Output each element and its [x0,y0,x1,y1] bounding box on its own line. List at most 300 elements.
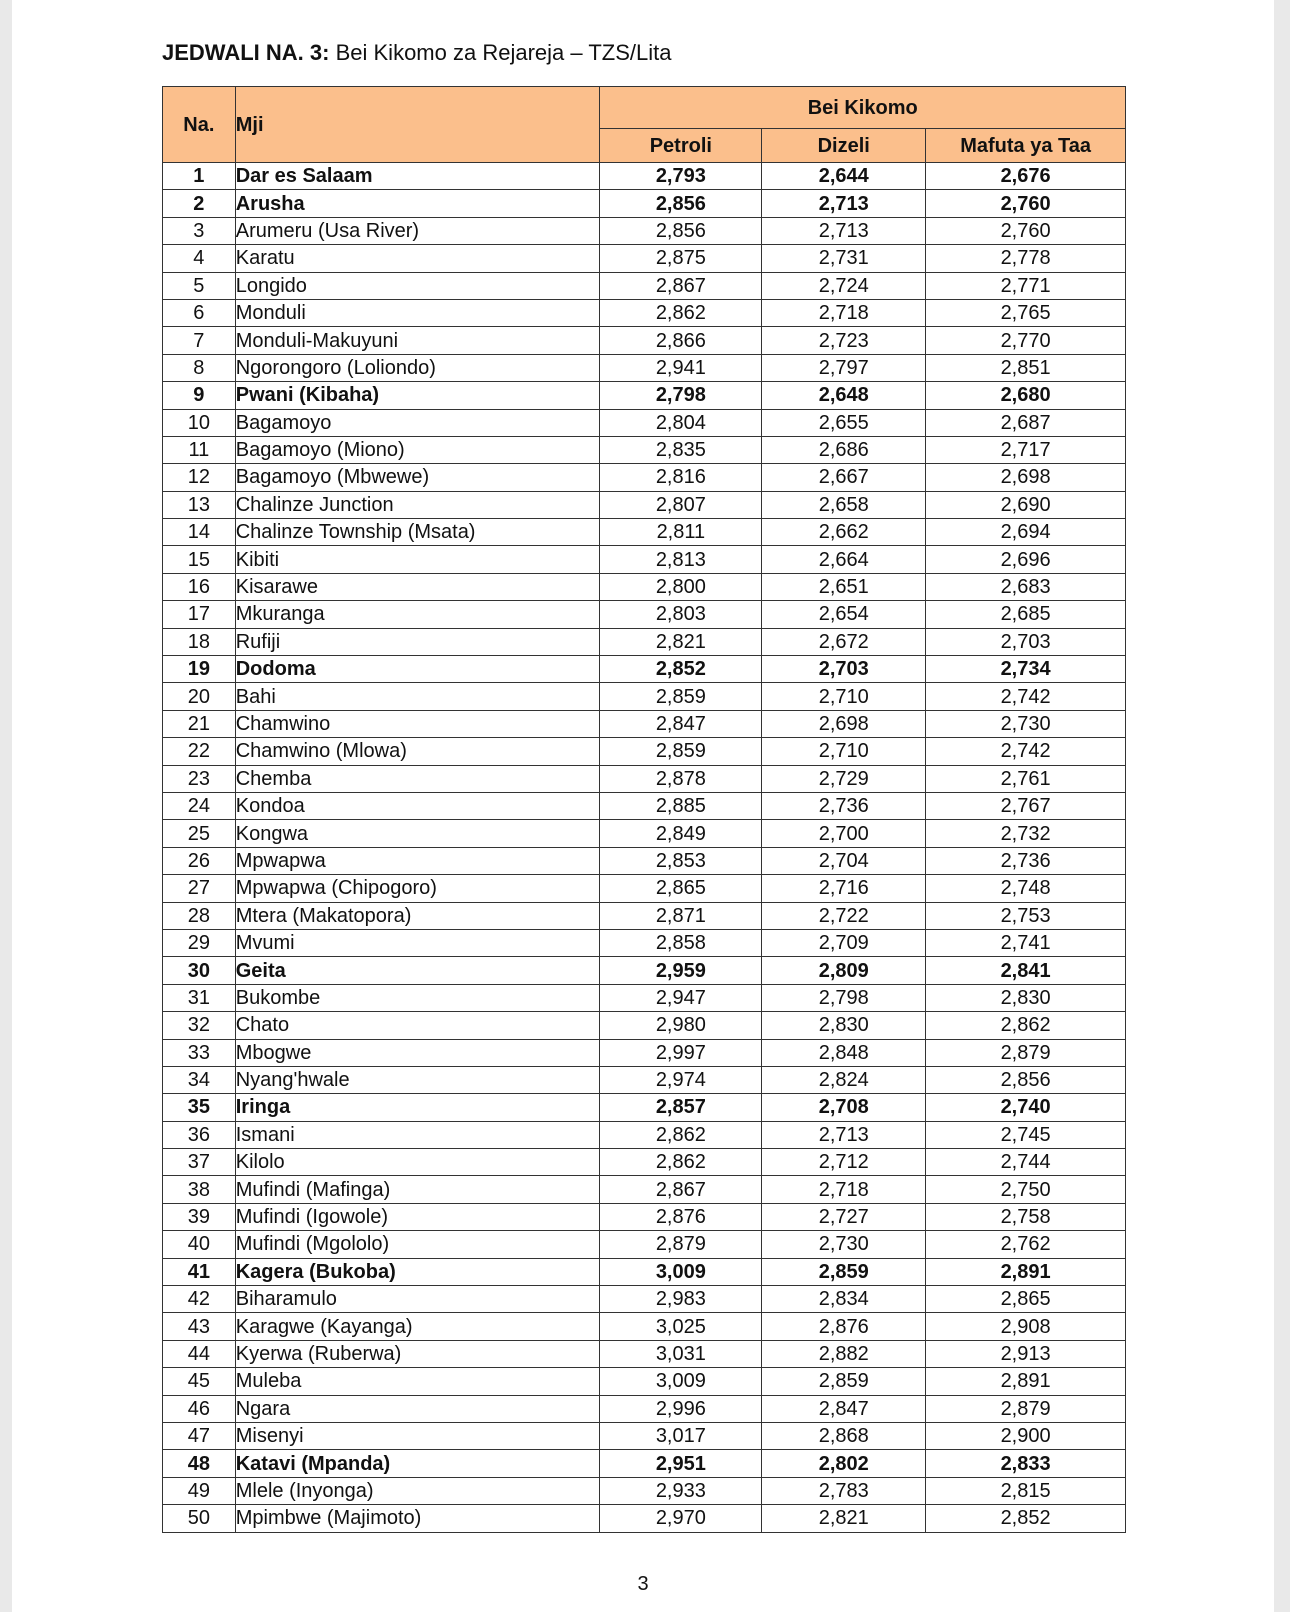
row-number-cell: 29 [163,929,236,956]
city-cell: Mbogwe [235,1039,600,1066]
petrol-price-cell: 2,852 [600,656,762,683]
row-number-cell: 39 [163,1203,236,1230]
diesel-price-cell: 2,868 [762,1422,926,1449]
table-row [163,491,1126,518]
kerosene-price-cell: 2,750 [926,1176,1126,1203]
city-cell: Biharamulo [235,1286,600,1313]
petrol-price-cell: 2,878 [600,765,762,792]
petrol-price-cell: 2,856 [600,217,762,244]
petrol-price-cell: 2,807 [600,491,762,518]
row-number-cell: 14 [163,519,236,546]
row-number-cell: 7 [163,327,236,354]
diesel-price-cell: 2,834 [762,1286,926,1313]
header-kerosene: Mafuta ya Taa [926,129,1126,163]
city-cell: Mvumi [235,929,600,956]
kerosene-price-cell: 2,741 [926,929,1126,956]
petrol-price-cell: 2,804 [600,409,762,436]
diesel-price-cell: 2,713 [762,1121,926,1148]
city-cell: Dar es Salaam [235,163,600,190]
kerosene-price-cell: 2,736 [926,847,1126,874]
row-number-cell: 40 [163,1231,236,1258]
city-cell: Bahi [235,683,600,710]
petrol-price-cell: 2,821 [600,628,762,655]
kerosene-price-cell: 2,698 [926,464,1126,491]
city-cell: Monduli-Makuyuni [235,327,600,354]
city-cell: Arumeru (Usa River) [235,217,600,244]
petrol-price-cell: 2,997 [600,1039,762,1066]
table-row [163,1094,1126,1121]
row-number-cell: 20 [163,683,236,710]
petrol-price-cell: 3,025 [600,1313,762,1340]
table-row [163,217,1126,244]
row-number-cell: 11 [163,436,236,463]
kerosene-price-cell: 2,900 [926,1422,1126,1449]
city-cell: Rufiji [235,628,600,655]
row-number-cell: 45 [163,1368,236,1395]
city-cell: Mpimbwe (Majimoto) [235,1505,600,1532]
table-row [163,1039,1126,1066]
city-cell: Bagamoyo (Miono) [235,436,600,463]
diesel-price-cell: 2,713 [762,190,926,217]
diesel-price-cell: 2,664 [762,546,926,573]
diesel-price-cell: 2,672 [762,628,926,655]
kerosene-price-cell: 2,742 [926,738,1126,765]
city-cell: Mpwapwa (Chipogoro) [235,875,600,902]
city-cell: Longido [235,272,600,299]
table-row [163,163,1126,190]
diesel-price-cell: 2,809 [762,957,926,984]
row-number-cell: 10 [163,409,236,436]
diesel-price-cell: 2,722 [762,902,926,929]
city-cell: Bagamoyo (Mbwewe) [235,464,600,491]
table-row [163,1422,1126,1449]
kerosene-price-cell: 2,908 [926,1313,1126,1340]
table-row [163,519,1126,546]
petrol-price-cell: 2,875 [600,245,762,272]
header-price-group: Bei Kikomo [600,87,1126,129]
petrol-price-cell: 2,876 [600,1203,762,1230]
table-row [163,464,1126,491]
city-cell: Ngara [235,1395,600,1422]
header-number: Na. [163,87,236,163]
petrol-price-cell: 2,803 [600,601,762,628]
kerosene-price-cell: 2,851 [926,354,1126,381]
row-number-cell: 44 [163,1340,236,1367]
kerosene-price-cell: 2,770 [926,327,1126,354]
table-row [163,1121,1126,1148]
petrol-price-cell: 2,871 [600,902,762,929]
diesel-price-cell: 2,730 [762,1231,926,1258]
petrol-price-cell: 2,959 [600,957,762,984]
city-cell: Kisarawe [235,573,600,600]
diesel-price-cell: 2,876 [762,1313,926,1340]
table-row [163,1286,1126,1313]
petrol-price-cell: 2,867 [600,272,762,299]
row-number-cell: 9 [163,382,236,409]
row-number-cell: 23 [163,765,236,792]
row-number-cell: 49 [163,1477,236,1504]
city-cell: Arusha [235,190,600,217]
diesel-price-cell: 2,859 [762,1258,926,1285]
row-number-cell: 30 [163,957,236,984]
header-row-top [163,87,1126,129]
diesel-price-cell: 2,736 [762,792,926,819]
kerosene-price-cell: 2,696 [926,546,1126,573]
kerosene-price-cell: 2,744 [926,1149,1126,1176]
table-title-text: Bei Kikomo za Rejareja – TZS/Lita [335,40,672,65]
table-row [163,382,1126,409]
row-number-cell: 41 [163,1258,236,1285]
table-row [163,847,1126,874]
table-row [163,1149,1126,1176]
page-number: 3 [637,1573,649,1595]
city-cell: Chamwino [235,710,600,737]
row-number-cell: 32 [163,1012,236,1039]
petrol-price-cell: 3,017 [600,1422,762,1449]
petrol-price-cell: 2,857 [600,1094,762,1121]
table-row [163,409,1126,436]
city-cell: Monduli [235,299,600,326]
city-cell: Bagamoyo [235,409,600,436]
petrol-price-cell: 2,849 [600,820,762,847]
row-number-cell: 1 [163,163,236,190]
table-row [163,1477,1126,1504]
row-number-cell: 12 [163,464,236,491]
table-row [163,1012,1126,1039]
kerosene-price-cell: 2,891 [926,1258,1126,1285]
row-number-cell: 37 [163,1149,236,1176]
petrol-price-cell: 3,031 [600,1340,762,1367]
row-number-cell: 13 [163,491,236,518]
petrol-price-cell: 2,970 [600,1505,762,1532]
kerosene-price-cell: 2,753 [926,902,1126,929]
kerosene-price-cell: 2,703 [926,628,1126,655]
kerosene-price-cell: 2,761 [926,765,1126,792]
diesel-price-cell: 2,648 [762,382,926,409]
table-row [163,1368,1126,1395]
city-cell: Mpwapwa [235,847,600,874]
row-number-cell: 33 [163,1039,236,1066]
table-row [163,765,1126,792]
kerosene-price-cell: 2,833 [926,1450,1126,1477]
city-cell: Misenyi [235,1422,600,1449]
table-row [163,1203,1126,1230]
petrol-price-cell: 2,859 [600,683,762,710]
diesel-price-cell: 2,718 [762,1176,926,1203]
kerosene-price-cell: 2,865 [926,1286,1126,1313]
table-row [163,1176,1126,1203]
table-row [163,1231,1126,1258]
kerosene-price-cell: 2,742 [926,683,1126,710]
diesel-price-cell: 2,824 [762,1066,926,1093]
diesel-price-cell: 2,658 [762,491,926,518]
petrol-price-cell: 2,947 [600,984,762,1011]
kerosene-price-cell: 2,879 [926,1039,1126,1066]
petrol-price-cell: 2,853 [600,847,762,874]
kerosene-price-cell: 2,879 [926,1395,1126,1422]
petrol-price-cell: 2,816 [600,464,762,491]
row-number-cell: 18 [163,628,236,655]
diesel-price-cell: 2,848 [762,1039,926,1066]
header-city: Mji [235,87,600,163]
diesel-price-cell: 2,727 [762,1203,926,1230]
row-number-cell: 24 [163,792,236,819]
table-row [163,683,1126,710]
table-row [163,957,1126,984]
kerosene-price-cell: 2,760 [926,190,1126,217]
petrol-price-cell: 2,859 [600,738,762,765]
petrol-price-cell: 2,847 [600,710,762,737]
petrol-price-cell: 2,983 [600,1286,762,1313]
petrol-price-cell: 2,856 [600,190,762,217]
kerosene-price-cell: 2,676 [926,163,1126,190]
petrol-price-cell: 2,862 [600,299,762,326]
kerosene-price-cell: 2,767 [926,792,1126,819]
row-number-cell: 17 [163,601,236,628]
row-number-cell: 8 [163,354,236,381]
diesel-price-cell: 2,654 [762,601,926,628]
city-cell: Kibiti [235,546,600,573]
row-number-cell: 19 [163,656,236,683]
petrol-price-cell: 2,867 [600,1176,762,1203]
table-row [163,601,1126,628]
petrol-price-cell: 2,835 [600,436,762,463]
city-cell: Kondoa [235,792,600,819]
petrol-price-cell: 2,811 [600,519,762,546]
kerosene-price-cell: 2,683 [926,573,1126,600]
row-number-cell: 35 [163,1094,236,1121]
diesel-price-cell: 2,704 [762,847,926,874]
table-row [163,573,1126,600]
document-page [12,0,1274,1612]
table-row [163,1340,1126,1367]
diesel-price-cell: 2,882 [762,1340,926,1367]
kerosene-price-cell: 2,717 [926,436,1126,463]
diesel-price-cell: 2,708 [762,1094,926,1121]
kerosene-price-cell: 2,748 [926,875,1126,902]
row-number-cell: 28 [163,902,236,929]
diesel-price-cell: 2,712 [762,1149,926,1176]
row-number-cell: 16 [163,573,236,600]
city-cell: Mtera (Makatopora) [235,902,600,929]
city-cell: Karagwe (Kayanga) [235,1313,600,1340]
petrol-price-cell: 3,009 [600,1368,762,1395]
table-row [163,628,1126,655]
kerosene-price-cell: 2,778 [926,245,1126,272]
row-number-cell: 42 [163,1286,236,1313]
table-row [163,190,1126,217]
row-number-cell: 50 [163,1505,236,1532]
kerosene-price-cell: 2,841 [926,957,1126,984]
diesel-price-cell: 2,709 [762,929,926,956]
city-cell: Katavi (Mpanda) [235,1450,600,1477]
table-row [163,875,1126,902]
petrol-price-cell: 2,885 [600,792,762,819]
table-body [163,163,1126,1533]
table-row [163,738,1126,765]
diesel-price-cell: 2,655 [762,409,926,436]
city-cell: Geita [235,957,600,984]
row-number-cell: 4 [163,245,236,272]
kerosene-price-cell: 2,830 [926,984,1126,1011]
petrol-price-cell: 2,813 [600,546,762,573]
city-cell: Iringa [235,1094,600,1121]
petrol-price-cell: 2,951 [600,1450,762,1477]
petrol-price-cell: 2,865 [600,875,762,902]
city-cell: Ismani [235,1121,600,1148]
diesel-price-cell: 2,644 [762,163,926,190]
diesel-price-cell: 2,797 [762,354,926,381]
table-title-label: JEDWALI NA. 3: [162,40,330,65]
city-cell: Kongwa [235,820,600,847]
kerosene-price-cell: 2,760 [926,217,1126,244]
kerosene-price-cell: 2,740 [926,1094,1126,1121]
kerosene-price-cell: 2,815 [926,1477,1126,1504]
diesel-price-cell: 2,716 [762,875,926,902]
kerosene-price-cell: 2,745 [926,1121,1126,1148]
petrol-price-cell: 2,800 [600,573,762,600]
diesel-price-cell: 2,798 [762,984,926,1011]
row-number-cell: 2 [163,190,236,217]
table-title [162,40,671,66]
kerosene-price-cell: 2,913 [926,1340,1126,1367]
kerosene-price-cell: 2,758 [926,1203,1126,1230]
diesel-price-cell: 2,821 [762,1505,926,1532]
kerosene-price-cell: 2,694 [926,519,1126,546]
table-row [163,436,1126,463]
table-row [163,820,1126,847]
petrol-price-cell: 2,996 [600,1395,762,1422]
petrol-price-cell: 2,980 [600,1012,762,1039]
row-number-cell: 3 [163,217,236,244]
kerosene-price-cell: 2,730 [926,710,1126,737]
petrol-price-cell: 2,941 [600,354,762,381]
row-number-cell: 38 [163,1176,236,1203]
city-cell: Mufindi (Mafinga) [235,1176,600,1203]
kerosene-price-cell: 2,771 [926,272,1126,299]
city-cell: Karatu [235,245,600,272]
table-row [163,929,1126,956]
table-row [163,902,1126,929]
table-row [163,1313,1126,1340]
table-row [163,792,1126,819]
diesel-price-cell: 2,713 [762,217,926,244]
petrol-price-cell: 2,862 [600,1121,762,1148]
city-cell: Pwani (Kibaha) [235,382,600,409]
diesel-price-cell: 2,830 [762,1012,926,1039]
diesel-price-cell: 2,859 [762,1368,926,1395]
petrol-price-cell: 2,866 [600,327,762,354]
diesel-price-cell: 2,723 [762,327,926,354]
row-number-cell: 31 [163,984,236,1011]
city-cell: Mkuranga [235,601,600,628]
diesel-price-cell: 2,731 [762,245,926,272]
city-cell: Chalinze Junction [235,491,600,518]
table-row [163,354,1126,381]
kerosene-price-cell: 2,732 [926,820,1126,847]
kerosene-price-cell: 2,690 [926,491,1126,518]
table-row [163,984,1126,1011]
row-number-cell: 26 [163,847,236,874]
city-cell: Chemba [235,765,600,792]
row-number-cell: 46 [163,1395,236,1422]
kerosene-price-cell: 2,852 [926,1505,1126,1532]
table-row [163,1450,1126,1477]
row-number-cell: 48 [163,1450,236,1477]
petrol-price-cell: 2,862 [600,1149,762,1176]
table-row [163,1395,1126,1422]
header-diesel: Dizeli [762,129,926,163]
city-cell: Dodoma [235,656,600,683]
city-cell: Chato [235,1012,600,1039]
table-row [163,272,1126,299]
diesel-price-cell: 2,700 [762,820,926,847]
table-row [163,327,1126,354]
row-number-cell: 27 [163,875,236,902]
row-number-cell: 36 [163,1121,236,1148]
diesel-price-cell: 2,662 [762,519,926,546]
diesel-price-cell: 2,710 [762,738,926,765]
city-cell: Chamwino (Mlowa) [235,738,600,765]
row-number-cell: 22 [163,738,236,765]
city-cell: Mlele (Inyonga) [235,1477,600,1504]
diesel-price-cell: 2,703 [762,656,926,683]
city-cell: Kagera (Bukoba) [235,1258,600,1285]
petrol-price-cell: 2,798 [600,382,762,409]
row-number-cell: 21 [163,710,236,737]
petrol-price-cell: 2,933 [600,1477,762,1504]
kerosene-price-cell: 2,685 [926,601,1126,628]
city-cell: Mufindi (Igowole) [235,1203,600,1230]
table-row [163,710,1126,737]
kerosene-price-cell: 2,765 [926,299,1126,326]
diesel-price-cell: 2,651 [762,573,926,600]
kerosene-price-cell: 2,891 [926,1368,1126,1395]
petrol-price-cell: 2,879 [600,1231,762,1258]
petrol-price-cell: 3,009 [600,1258,762,1285]
city-cell: Chalinze Township (Msata) [235,519,600,546]
table-row [163,1258,1126,1285]
city-cell: Ngorongoro (Loliondo) [235,354,600,381]
row-number-cell: 25 [163,820,236,847]
kerosene-price-cell: 2,734 [926,656,1126,683]
petrol-price-cell: 2,858 [600,929,762,956]
row-number-cell: 34 [163,1066,236,1093]
header-petrol: Petroli [600,129,762,163]
city-cell: Bukombe [235,984,600,1011]
kerosene-price-cell: 2,856 [926,1066,1126,1093]
diesel-price-cell: 2,710 [762,683,926,710]
row-number-cell: 15 [163,546,236,573]
row-number-cell: 47 [163,1422,236,1449]
row-number-cell: 43 [163,1313,236,1340]
table-row [163,1066,1126,1093]
diesel-price-cell: 2,698 [762,710,926,737]
kerosene-price-cell: 2,862 [926,1012,1126,1039]
diesel-price-cell: 2,783 [762,1477,926,1504]
row-number-cell: 6 [163,299,236,326]
diesel-price-cell: 2,718 [762,299,926,326]
table-row [163,546,1126,573]
diesel-price-cell: 2,802 [762,1450,926,1477]
table-row [163,1505,1126,1532]
price-table [162,86,1126,1533]
city-cell: Nyang'hwale [235,1066,600,1093]
diesel-price-cell: 2,729 [762,765,926,792]
diesel-price-cell: 2,724 [762,272,926,299]
diesel-price-cell: 2,847 [762,1395,926,1422]
petrol-price-cell: 2,793 [600,163,762,190]
